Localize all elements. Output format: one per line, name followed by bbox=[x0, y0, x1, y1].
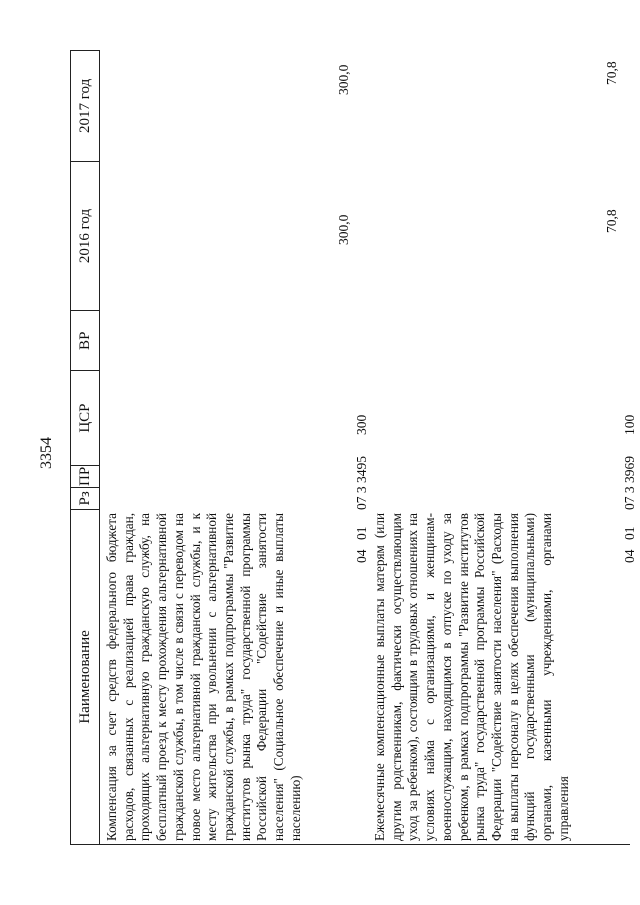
header-vr: ВР bbox=[71, 310, 99, 370]
table-header bbox=[70, 50, 100, 845]
header-rz: Рз bbox=[71, 487, 99, 509]
table-left-border bbox=[100, 844, 630, 845]
row-pr: 01 bbox=[622, 526, 637, 540]
row-vr: 100 bbox=[622, 414, 637, 435]
header-name: Наименование bbox=[71, 509, 99, 844]
row-rz: 04 bbox=[354, 549, 369, 563]
row-vr: 300 bbox=[354, 414, 369, 435]
row-2016: 300,0 bbox=[336, 214, 351, 245]
row-pr: 01 bbox=[354, 526, 369, 540]
row-csr: 07 3 3495 bbox=[354, 456, 369, 510]
header-csr: ЦСР bbox=[71, 370, 99, 465]
row-2017: 300,0 bbox=[336, 64, 351, 95]
row-2016: 70,8 bbox=[604, 209, 619, 233]
row-rz: 04 bbox=[622, 549, 637, 563]
header-pr: ПР bbox=[71, 465, 99, 487]
row-csr: 07 3 3969 bbox=[622, 456, 637, 510]
row-name: Ежемесячные компенсационные выплаты матерям (или другим родственникам, фактически осуществляющим уход за ребенком), состоящим в трудовых отношениях на условиях найма с организациями, и женщинам-военнослужащим, находящимся в отпуске по уходу за ребенком, в рамках подпрограммы "Развитие институтов рынка труда" государственной программы Российской Федерации "Содействие занятости населения" (Расходы на выплаты персоналу в целях обеспечения выполнения функций государственными (муниципальными) органами, казенными учреждениями, органами управления bbox=[372, 513, 571, 841]
header-2016: 2016 год bbox=[71, 161, 99, 311]
header-2017: 2017 год bbox=[76, 78, 93, 133]
row-name: Компенсация за счет средств федерального бюджета расходов, связанных с реализацией права граждан, проходящих альтернативную гражданскую службу, на бесплатный проезд к месту прохождения альтернативной гражданской службы, в том числе в связи с переводом на новое место альтернативной гражданской службы, и к месту жительства при увольнении с альтернативной гражданской службы, в рамках подпрограммы "Развитие институтов рынка труда" государственной программы Российской Федерации "Содействие занятости населения" (Социальное обеспечение и иные выплаты населению) bbox=[104, 513, 303, 841]
page-number: 3354 bbox=[38, 437, 55, 469]
row-2017: 70,8 bbox=[604, 61, 619, 85]
